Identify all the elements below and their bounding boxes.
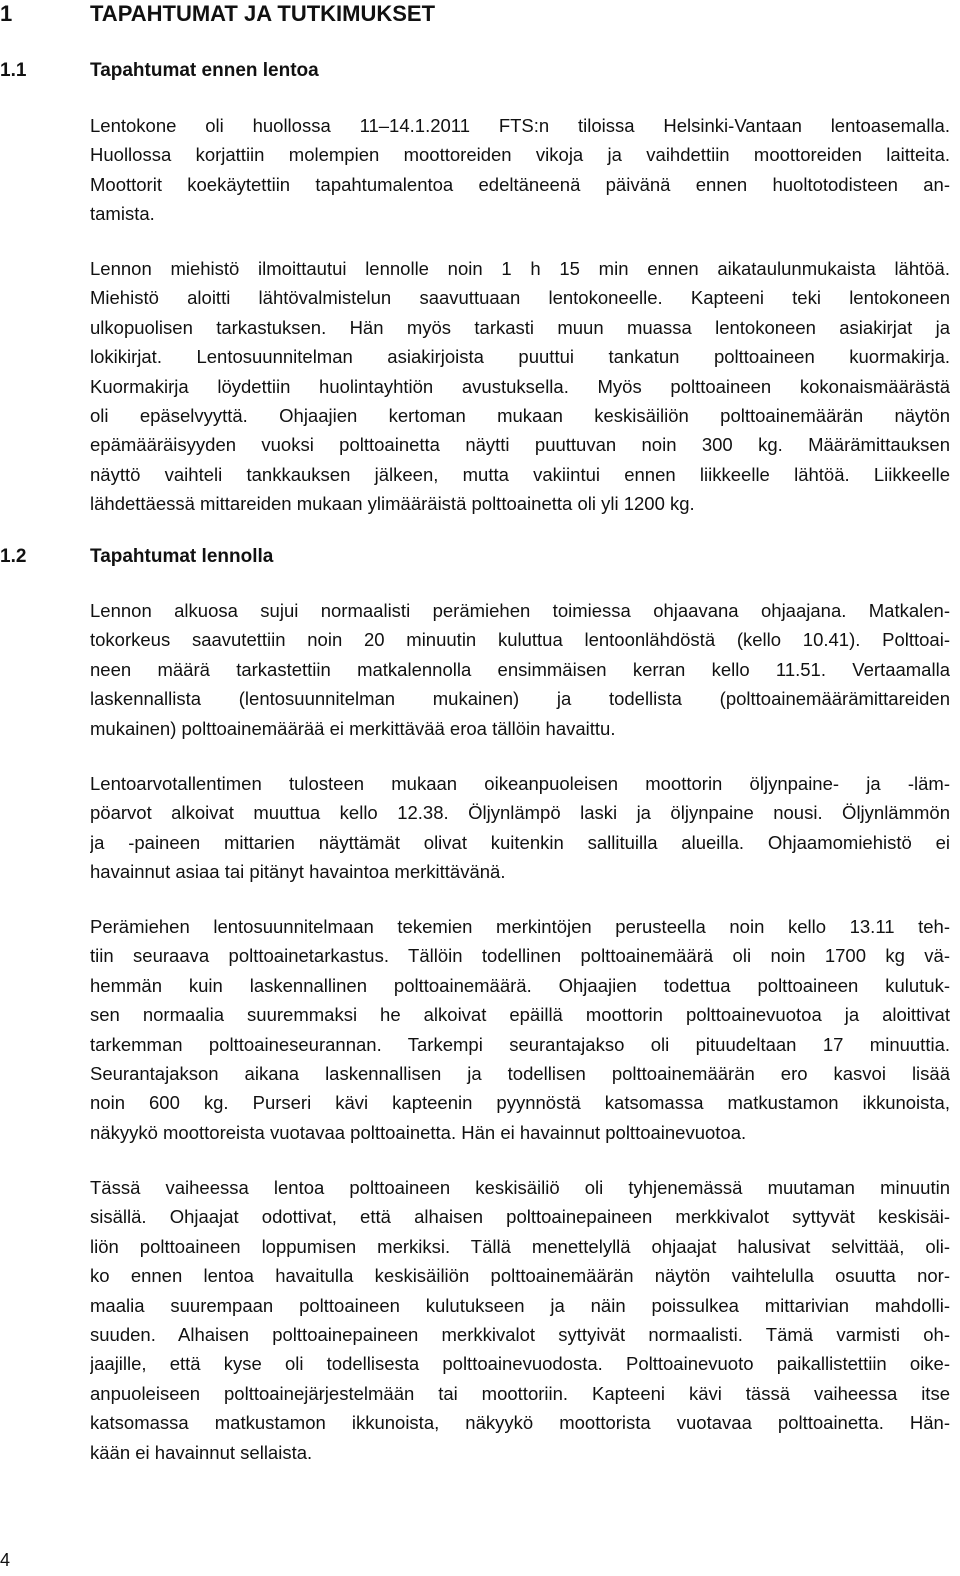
paragraph-line: Lennon alkuosa sujui normaalisti perämiehen toimiessa ohjaavana ohjaajana. Matkalen- [90, 600, 950, 621]
paragraph-line: Tässä vaiheessa lentoa polttoaineen keskisäiliö oli tyhjenemässä muutaman minuutin [90, 1177, 950, 1198]
paragraph [90, 111, 950, 229]
paragraph-line: Lennon miehistö ilmoittautui lennolle noin 1 h 15 min ennen aikataulunmukaista lähtöä. [90, 258, 950, 279]
paragraph-line: pöarvot alkoivat muuttua kello 12.38. Öljynlämpö laski ja öljynpaine nousi. Öljynlämmön [90, 802, 950, 824]
paragraph-line: sisällä. Ohjaajat odottivat, että alhaisen polttoainepaineen merkkivalot syttyvät keskisäi- [90, 1206, 950, 1228]
paragraph-line: näkyykö moottoreista vuotavaa polttoainetta. Hän ei havainnut polttoainevuotoa. [90, 1121, 747, 1143]
paragraph-line: laskennallista (lentosuunnitelman mukainen) ja todellista (polttoainemäärämittareiden [90, 688, 950, 710]
paragraph [90, 912, 950, 1147]
section-number: 1 [0, 1, 13, 26]
paragraph-line: lokikirjat. Lentosuunnitelman asiakirjoista puuttui tankatun polttoaineen kuormakirja. [90, 346, 950, 368]
paragraph-line: liön polttoaineen loppumisen merkiksi. Tällä menettelyllä ohjaajat halusivat selvittää, oli- [90, 1235, 950, 1257]
paragraph-line: neen määrä tarkastettiin matkalennolla ensimmäisen kerran kello 11.51. Vertaamalla [90, 658, 950, 680]
paragraph [90, 1173, 950, 1467]
subsection-number: 1.2 [0, 546, 27, 567]
paragraph-line: tamista. [90, 203, 155, 225]
paragraph-line: epämääräisyyden vuoksi polttoainetta näytti puuttuvan noin 300 kg. Määrämittauksen [90, 434, 950, 456]
paragraph-line: oli epäselvyyttä. Ohjaajien kertoman mukaan keskisäiliön polttoainemäärän näytön [90, 404, 950, 426]
paragraph-line: mukainen) polttoainemäärää ei merkittävää eroa tällöin havaittu. [90, 717, 616, 739]
paragraph-line: Perämiehen lentosuunnitelmaan tekemien merkintöjen perusteella noin kello 13.11 teh- [90, 916, 950, 937]
paragraph-line: noin 600 kg. Purseri kävi kapteenin pyynnöstä katsomassa matkustamon ikkunoista, [90, 1092, 950, 1114]
paragraph-line: tiin seuraava polttoainetarkastus. Tällöin todellinen polttoainemäärä oli noin 1700 kg vä- [90, 945, 950, 967]
subsection-number: 1.1 [0, 60, 27, 81]
paragraph-line: ko ennen lentoa havaitulla keskisäiliön polttoainemäärän näytön vaihtelulla osuutta nor- [90, 1265, 950, 1287]
paragraph-line: Miehistö aloitti lähtövalmistelun saavuttuaan lentokoneelle. Kapteeni teki lentokoneen [90, 287, 950, 309]
paragraph-line: katsomassa matkustamon ikkunoista, näkyykö moottorista vuotavaa polttoainetta. Hän- [90, 1412, 950, 1434]
paragraph [90, 596, 950, 743]
paragraph [90, 254, 950, 519]
paragraph-line: tokorkeus saavutettiin noin 20 minuutin kuluttua lentoonlähdöstä (kello 10.41). Polttoai- [90, 629, 950, 651]
paragraph-line: näyttö vaihteli tankkauksen jälkeen, mutta vakiintui ennen liikkeelle lähtöä. Liikkeelle [90, 463, 950, 485]
paragraph-line: Seurantajakson aikana laskennallisen ja todellisen polttoainemäärän ero kasvoi lisää [90, 1062, 950, 1084]
page-number: 4 [0, 1550, 11, 1570]
paragraph-line: sen normaalia suuremmaksi he alkoivat epäillä moottorin polttoainevuotoa ja aloittivat [90, 1004, 950, 1026]
subsection-title: Tapahtumat lennolla [90, 546, 274, 567]
paragraph-line: tarkemman polttoaineseurannan. Tarkempi seurantajakso oli pituudeltaan 17 minuuttia. [90, 1033, 950, 1055]
paragraph-line: havainnut asiaa tai pitänyt havaintoa merkittävänä. [90, 861, 506, 883]
paragraph-line: ulkopuolisen tarkastuksen. Hän myös tarkasti muun muassa lentokoneen asiakirjat ja [90, 316, 950, 338]
paragraph [90, 769, 950, 887]
paragraph-line: Kuormakirja löydettiin huolintayhtiön avustuksella. Myös polttoaineen kokonaismäärästä [90, 375, 950, 397]
paragraph-line: suuden. Alhaisen polttoainepaineen merkkivalot syttyivät normaalisti. Tämä varmisti oh- [90, 1323, 950, 1345]
paragraph-line: jaajille, että kyse oli todellisesta polttoainevuodosta. Polttoainevuoto paikallistettiin oike- [90, 1353, 950, 1375]
paragraph-line: anpuoleiseen polttoainejärjestelmään tai moottoriin. Kapteeni kävi tässä vaiheessa itse [90, 1382, 950, 1404]
paragraph-line: Moottorit koekäytettiin tapahtumalentoa edeltäneenä päivänä ennen huoltotodisteen an- [90, 173, 950, 195]
paragraph-line: hemmän kuin laskennallinen polttoainemäärä. Ohjaajien todettua polttoaineen kulutuk- [90, 974, 950, 996]
paragraph-line: Lentokone oli huollossa 11–14.1.2011 FTS:n tiloissa Helsinki-Vantaan lentoasemalla. [90, 115, 950, 136]
paragraph-line: Huollossa korjattiin molempien moottoreiden vikoja ja vaihdettiin moottoreiden laitteita. [90, 144, 950, 166]
section-title: TAPAHTUMAT JA TUTKIMUKSET [90, 1, 436, 26]
paragraph-line: Lentoarvotallentimen tulosteen mukaan oikeanpuoleisen moottorin öljynpaine- ja -läm- [90, 773, 950, 794]
paragraph-line: maalia suurempaan polttoaineen kulutukseen ja näin poissulkea mittarivian mahdolli- [90, 1294, 950, 1316]
subsection-title: Tapahtumat ennen lentoa [90, 60, 319, 81]
paragraph-line: ja -paineen mittarien näyttämät olivat kuitenkin sallituilla alueilla. Ohjaamomiehistö ei [90, 831, 950, 853]
paragraph-line: lähdettäessä mittareiden mukaan ylimääräistä polttoainetta oli yli 1200 kg. [90, 493, 695, 515]
paragraph-line: kään ei havainnut sellaista. [90, 1441, 313, 1463]
